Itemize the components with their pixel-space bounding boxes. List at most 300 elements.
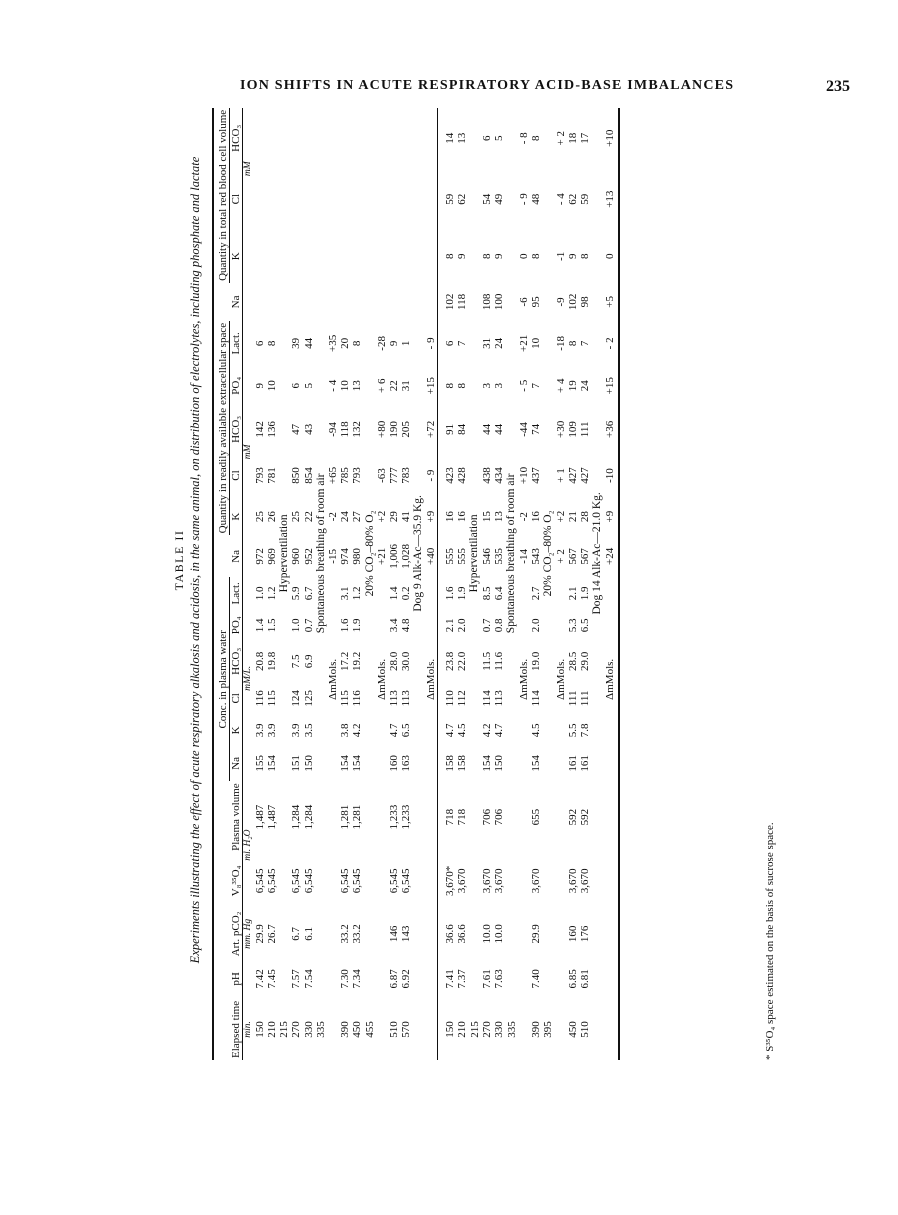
delta-label: ΔmMols. — [603, 658, 616, 700]
condition-label: 20% CO₂–80% O₂ — [542, 510, 555, 597]
table-cell: 1.4 — [253, 618, 266, 633]
table-cell: 154 — [529, 755, 542, 772]
delta-cell: -94 — [327, 422, 340, 437]
table-cell: 1,284 — [302, 804, 315, 830]
delta-cell: - 2 — [603, 337, 616, 350]
table-cell: 16 — [444, 511, 457, 523]
delta-row — [518, 60, 530, 1060]
table-cell: 6,545 — [302, 868, 315, 894]
condition-label: Hyperventilation — [468, 514, 481, 593]
delta-cell — [425, 108, 438, 169]
delta-label: ΔmMols. — [376, 658, 389, 700]
delta-cell: 0 — [603, 253, 616, 260]
table-cell: 154 — [481, 755, 494, 772]
table-cell: 7.45 — [265, 969, 278, 989]
table-cell: 62 — [456, 193, 469, 205]
table-cell: 124 — [290, 690, 303, 707]
table-number: TABLE II — [172, 529, 186, 591]
table-row — [530, 60, 542, 1060]
table-cell: 190 — [388, 421, 401, 438]
table-cell — [400, 230, 412, 283]
table-cell: 6,545 — [253, 868, 266, 894]
table-cell: 19.2 — [351, 651, 364, 671]
rbc-units: mM — [243, 161, 254, 177]
table-cell: 7 — [456, 340, 469, 347]
table-cell: 49 — [493, 193, 506, 205]
running-head: ION SHIFTS IN ACUTE RESPIRATORY ACID-BASE IMBALANCES — [240, 78, 735, 93]
table-cell — [351, 169, 363, 230]
condition-time — [591, 999, 604, 1060]
table-cell: 30.0 — [400, 651, 413, 671]
table-cell: 5 — [302, 383, 315, 389]
delta-cell: +35 — [327, 334, 340, 352]
plasma-group-header: Conc. in plasma water — [217, 577, 230, 781]
table-cell: 3 — [481, 383, 494, 389]
table-cell: 4.2 — [351, 723, 364, 738]
table-cell: 115 — [265, 690, 278, 707]
table-cell: 8 — [444, 253, 457, 260]
table-cell — [303, 283, 315, 321]
delta-cell — [376, 108, 388, 169]
delta-cell: -14 — [517, 549, 530, 564]
delta-cell: -15 — [327, 549, 340, 564]
table-cell: 150 — [253, 1021, 266, 1038]
table-cell: 18 — [566, 132, 579, 144]
table-cell: 6,545 — [400, 868, 413, 894]
table-cell — [351, 230, 363, 283]
table-cell: 270 — [290, 1021, 303, 1038]
delta-label: ΔmMols. — [425, 658, 438, 700]
table-cell: 74 — [529, 423, 542, 435]
table-cell: 10.0 — [481, 924, 494, 944]
table-cell: 13 — [493, 511, 506, 523]
table-cell: 4.5 — [529, 723, 542, 738]
table-cell: 25 — [253, 511, 266, 523]
table-cell: 154 — [265, 755, 278, 772]
delta-label: ΔmMols. — [554, 658, 567, 700]
table-cell: 22.0 — [456, 651, 469, 671]
table-cell: 2.1 — [444, 618, 457, 633]
delta-cell: -2 — [327, 512, 340, 522]
table-cell: 6.5 — [400, 723, 413, 738]
table-cell: 115 — [339, 690, 352, 707]
table-cell: 0.2 — [400, 586, 413, 601]
delta-cell: +36 — [603, 420, 616, 438]
table-cell: 427 — [578, 467, 591, 484]
table-cell: 102 — [566, 293, 579, 311]
table-cell: 450 — [351, 1021, 364, 1038]
delta-cell — [327, 169, 339, 230]
pco2-units: mm. Hg — [243, 918, 254, 949]
delta-cell: +10 — [603, 129, 616, 147]
condition-time: 215 — [278, 1021, 291, 1038]
table-row — [290, 60, 302, 1060]
table-cell: 0.7 — [481, 618, 494, 633]
table-cell: 330 — [493, 1021, 506, 1038]
table-cell: 20.8 — [253, 651, 266, 671]
delta-cell: +2 — [554, 510, 567, 523]
column-header: HCO₃ — [230, 108, 243, 169]
condition-label: Spontaneous breathing of room air — [314, 473, 327, 634]
table-cell: 10 — [339, 380, 352, 392]
table-cell: 434 — [493, 467, 506, 484]
table-cell: 10 — [265, 380, 278, 392]
table-cell: 1,006 — [388, 543, 401, 569]
table-cell: 8 — [529, 253, 542, 260]
volume-units: ml. H₂O — [243, 829, 254, 861]
table-cell: 19.8 — [265, 651, 278, 671]
table-cell: 27 — [351, 511, 364, 523]
table-cell: 3.9 — [265, 723, 278, 738]
table-cell: 1,281 — [339, 804, 352, 830]
table-cell: 785 — [339, 467, 352, 484]
delta-cell: - 4 — [554, 193, 567, 206]
table-cell: 793 — [351, 467, 364, 484]
condition-time: 455 — [363, 1021, 376, 1038]
delta-cell: +21 — [517, 334, 530, 352]
table-cell: 161 — [566, 755, 579, 772]
table-cell: 6 — [481, 135, 494, 142]
table-cell: 22 — [302, 511, 315, 523]
table-cell: 2.1 — [566, 586, 579, 601]
table-cell: 17 — [578, 132, 591, 144]
rotated-table-block — [172, 60, 812, 1060]
table-cell: 3,670 — [481, 868, 494, 894]
table-row — [339, 60, 351, 1060]
table-cell: 17.2 — [339, 651, 352, 671]
table-cell: 1.2 — [351, 586, 364, 601]
table-cell: 24 — [578, 380, 591, 392]
condition-label: Dog 9 Alk-Ac—35.9 Kg. — [412, 495, 425, 612]
table-cell: 158 — [444, 755, 457, 772]
table-cell: 6.7 — [302, 586, 315, 601]
table-cell — [400, 108, 412, 169]
column-header: V₈³⁵O₄ — [230, 853, 243, 909]
delta-cell: - 5 — [517, 379, 530, 392]
units-row — [243, 60, 254, 1060]
table-cell: 6,545 — [339, 868, 352, 894]
table-cell: 8 — [481, 253, 494, 260]
column-header: PO₄ — [230, 609, 243, 641]
table-cell — [266, 108, 278, 169]
column-header: Plasma volume — [229, 783, 242, 851]
table-cell: 111 — [578, 690, 591, 707]
table-cell: 43 — [302, 423, 315, 435]
table-cell: 2.0 — [529, 618, 542, 633]
table-cell: 0.7 — [302, 618, 315, 633]
table-cell: 26 — [265, 511, 278, 523]
table-cell: 1.9 — [351, 618, 364, 633]
table-cell: 59 — [444, 193, 457, 205]
table-cell: 6.85 — [566, 969, 579, 989]
table-cell: 7.61 — [481, 969, 494, 989]
delta-cell — [425, 169, 438, 230]
table-cell: 54 — [481, 193, 494, 205]
table-cell: 210 — [265, 1021, 278, 1038]
table-cell: 163 — [400, 755, 413, 772]
table-cell: 969 — [265, 548, 278, 565]
table-cell — [339, 283, 351, 321]
table-cell: 3.4 — [388, 618, 401, 633]
table-cell: 777 — [388, 467, 401, 484]
table-cell: 29 — [388, 511, 401, 523]
table-cell: 972 — [253, 548, 266, 565]
table-cell: 150 — [493, 755, 506, 772]
column-header: Na — [230, 283, 243, 321]
delta-cell: + 2 — [554, 131, 567, 146]
table-row — [400, 60, 412, 1060]
table-cell: 16 — [529, 511, 542, 523]
table-cell: 7.8 — [578, 723, 591, 738]
table-cell — [388, 169, 400, 230]
table-cell — [303, 230, 315, 283]
delta-cell — [425, 230, 438, 283]
condition-label: 20% CO₂–80% O₂ — [363, 510, 376, 597]
table-cell: 6,545 — [388, 868, 401, 894]
table-cell: 6.87 — [388, 969, 401, 989]
table-cell: 706 — [493, 808, 506, 826]
table-cell: 3 — [493, 383, 506, 389]
table-cell: 3,670 — [529, 868, 542, 894]
table-cell: 84 — [456, 423, 469, 435]
table-cell — [254, 283, 266, 321]
delta-cell: + 2 — [554, 549, 567, 564]
table-row — [456, 60, 468, 1060]
table-cell — [400, 169, 412, 230]
delta-cell: +10 — [517, 466, 530, 485]
table-cell: 142 — [253, 421, 266, 438]
table-cell — [339, 169, 351, 230]
table-row — [481, 60, 493, 1060]
delta-cell: -44 — [517, 422, 530, 437]
table-cell: 24 — [493, 337, 506, 349]
table-title: Experiments illustrating the effect of acute respiratory alkalosis and acidosis, in the same animal, on distribution of electrolytes, including phosphate and lactate — [188, 156, 202, 964]
delta-cell — [327, 230, 339, 283]
table-cell: 5 — [493, 135, 506, 142]
table-cell — [254, 169, 266, 230]
table-cell: 9 — [456, 253, 469, 260]
table-cell: 1.4 — [388, 586, 401, 601]
table-cell — [290, 108, 302, 169]
table-cell: 36.6 — [444, 924, 457, 944]
delta-cell: -1 — [554, 251, 567, 261]
table-cell: 5.9 — [290, 586, 303, 601]
table-cell: 114 — [529, 690, 542, 707]
condition-time: 395 — [542, 1021, 555, 1038]
table-cell: 28.5 — [566, 651, 579, 671]
table-cell: 7.57 — [290, 969, 303, 989]
column-header: HCO₃ — [230, 641, 243, 681]
table-cell: 952 — [302, 548, 315, 565]
table-cell: 28.0 — [388, 651, 401, 671]
table-cell: 450 — [566, 1021, 579, 1038]
footnote: * S³⁵O₄ space estimated on the basis of sucrose space. — [764, 822, 776, 1060]
table-cell — [339, 108, 351, 169]
table-cell: 5.3 — [566, 618, 579, 633]
table-row — [493, 60, 505, 1060]
column-header: K — [230, 498, 243, 535]
table-cell: 100 — [493, 293, 506, 311]
plasma-units: mM/L. — [243, 665, 254, 691]
table-cell: 116 — [253, 690, 266, 707]
table-cell: 48 — [529, 193, 542, 205]
table-cell: 6.9 — [302, 654, 315, 669]
table-cell: 7.63 — [493, 969, 506, 989]
table-cell: 6 — [444, 340, 457, 347]
time-units: min. — [243, 1021, 254, 1038]
table-cell — [388, 108, 400, 169]
table-cell — [290, 169, 302, 230]
table-cell: 36.6 — [456, 924, 469, 944]
table-cell: 14 — [444, 132, 457, 144]
delta-label: ΔmMols. — [327, 658, 340, 700]
table-cell — [400, 283, 412, 321]
table-cell: 1 — [400, 340, 413, 347]
table-cell: 437 — [529, 467, 542, 484]
table-cell: 390 — [529, 1021, 542, 1038]
table-row — [351, 60, 363, 1060]
table-cell: 567 — [578, 548, 591, 565]
table-cell: 160 — [388, 755, 401, 772]
table-cell: 8 — [529, 135, 542, 142]
table-cell: 555 — [444, 548, 457, 565]
table-cell: 4.5 — [456, 723, 469, 738]
table-cell: 29.9 — [253, 924, 266, 944]
delta-cell — [425, 283, 438, 321]
ecf-group-header: Quantity in readily available extracellular space — [217, 322, 229, 534]
table-cell: 7.34 — [351, 969, 364, 989]
table-cell — [303, 108, 315, 169]
table-row — [266, 60, 278, 1060]
table-cell — [351, 108, 363, 169]
condition-row — [315, 60, 328, 1060]
table-cell: 108 — [481, 293, 494, 311]
table-cell: 2.7 — [529, 586, 542, 601]
delta-row — [376, 60, 388, 1060]
table-cell: 6,545 — [351, 868, 364, 894]
table-cell: 205 — [400, 421, 413, 438]
table-cell: 31 — [481, 337, 494, 349]
table-cell: 95 — [529, 296, 542, 308]
table-cell: 718 — [456, 808, 469, 826]
table-cell: 7.40 — [529, 969, 542, 989]
table-cell: 8 — [265, 340, 278, 347]
column-header: Na — [230, 535, 243, 577]
condition-row — [542, 60, 555, 1060]
table-cell: 47 — [290, 423, 303, 435]
table-cell: 113 — [493, 690, 506, 707]
delta-cell — [327, 108, 339, 169]
delta-cell: +15 — [603, 377, 616, 395]
delta-cell: +2 — [376, 510, 389, 523]
table-cell: 118 — [456, 293, 469, 310]
table-cell: 6.7 — [290, 927, 303, 941]
column-header: Cl — [230, 453, 243, 498]
table-cell: 154 — [339, 755, 352, 772]
table-row — [303, 60, 315, 1060]
table-body — [254, 60, 619, 1060]
delta-cell — [376, 169, 388, 230]
table-cell: 1,487 — [265, 804, 278, 830]
table-cell: 39 — [290, 337, 303, 349]
table-cell: 592 — [566, 808, 579, 826]
table-cell: 270 — [481, 1021, 494, 1038]
table-cell: 1,233 — [388, 804, 401, 830]
delta-cell: + 1 — [554, 468, 567, 483]
table-cell — [266, 283, 278, 321]
table-cell: 62 — [566, 193, 579, 205]
delta-cell: -63 — [376, 468, 389, 483]
table-cell: 960 — [290, 548, 303, 565]
table-cell: 6.5 — [578, 618, 591, 633]
table-cell: 158 — [456, 755, 469, 772]
table-cell: 1,281 — [351, 804, 364, 830]
table-cell: 21 — [566, 511, 579, 523]
condition-label: Spontaneous breathing of room air — [505, 473, 518, 634]
table-cell: 9 — [388, 340, 401, 347]
delta-cell — [327, 283, 339, 321]
table-cell: 567 — [566, 548, 579, 565]
table-cell: 112 — [456, 690, 469, 707]
table-cell: 150 — [444, 1021, 457, 1038]
table-cell: 0.8 — [493, 618, 506, 633]
table-row — [388, 60, 400, 1060]
delta-cell — [376, 230, 388, 283]
table-cell: 146 — [388, 925, 401, 943]
table-cell: 7.5 — [290, 654, 303, 669]
table-cell: 510 — [578, 1021, 591, 1038]
condition-time: 335 — [505, 1021, 518, 1038]
table-cell: 555 — [456, 548, 469, 565]
delta-cell: - 9 — [517, 193, 530, 206]
delta-cell: +5 — [603, 296, 616, 308]
column-header: Elapsed time — [229, 1000, 242, 1058]
table-cell: 423 — [444, 467, 457, 484]
table-cell: 4.8 — [400, 618, 413, 633]
table-cell: 783 — [400, 467, 413, 484]
delta-cell: - 9 — [425, 337, 438, 350]
column-header: pH — [230, 959, 243, 999]
table-cell: 132 — [351, 421, 364, 438]
table-cell: 7.42 — [253, 969, 266, 989]
table-cell: 7.41 — [444, 969, 457, 989]
table-cell: 1,284 — [290, 804, 303, 830]
delta-cell: +80 — [376, 420, 389, 438]
table-cell: 592 — [578, 808, 591, 826]
table-cell: 1.9 — [456, 586, 469, 601]
table-cell: 7 — [578, 340, 591, 347]
table-cell: 6,545 — [265, 868, 278, 894]
table-cell: 150 — [302, 755, 315, 772]
table-cell: 118 — [339, 421, 352, 438]
table-cell: 7.54 — [302, 969, 315, 989]
column-header: K — [230, 230, 243, 283]
table-cell: 6.1 — [302, 927, 315, 941]
table-cell: 151 — [290, 755, 303, 772]
table-cell: 428 — [456, 467, 469, 484]
table-cell: 655 — [529, 808, 542, 826]
table-cell: 854 — [302, 467, 315, 484]
delta-cell: +40 — [425, 547, 438, 565]
condition-row — [364, 60, 377, 1060]
table-cell: 28 — [578, 511, 591, 523]
table-cell: 3.8 — [339, 723, 352, 738]
table-cell — [388, 230, 400, 283]
table-cell: 3.9 — [290, 723, 303, 738]
column-header: Art. pCO₂ — [230, 909, 243, 959]
table-cell: 4.7 — [444, 723, 457, 738]
delta-cell: +15 — [425, 377, 438, 395]
